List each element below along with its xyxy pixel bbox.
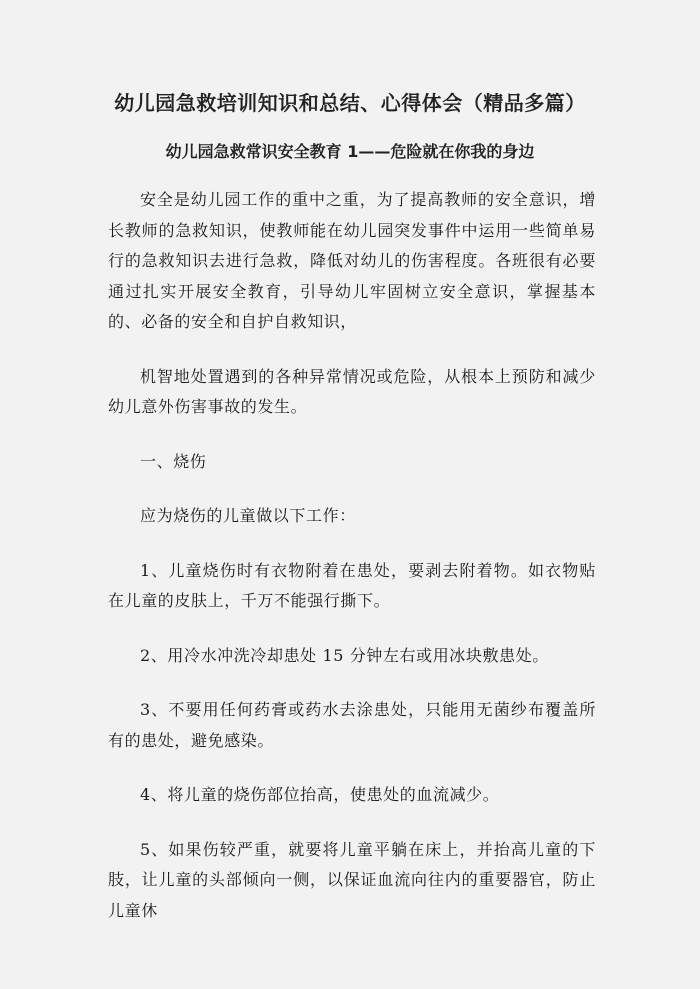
document-body (108, 185, 596, 950)
list-item-4: 4、将儿童的烧伤部位抬高，使患处的血流减少。 (140, 785, 500, 804)
paragraph-handling: 机智地处置遇到的各种异常情况或危险，从根本上预防和减少幼儿意外伤害事故的发生。 (108, 366, 596, 416)
paragraph-intro: 安全是幼儿园工作的重中之重，为了提高教师的安全意识，增长教师的急救知识，使教师能在幼儿园突发事件中运用一些简单易行的急救知识去进行急救，降低对幼儿的伤害程度。各班很有必要通过扎实开展安全教育，引导幼儿牢固树立安全意识，掌握基本的、必备的安全和自护自救知识， (108, 190, 596, 331)
document-subtitle: 幼儿园急救常识安全教育 1——危险就在你我的身边 (165, 142, 535, 161)
list-item-5: 5、如果伤较严重，就要将儿童平躺在床上，并抬高儿童的下肢，让儿童的头部倾向一侧，以保证血流向往内的重要器官，防止儿童休 (108, 839, 596, 920)
section-heading-burns: 一、烧伤 (140, 451, 207, 471)
paragraph-burns-intro: 应为烧伤的儿童做以下工作： (140, 506, 356, 525)
list-item-2: 2、用冷水冲洗冷却患处 15 分钟左右或用冰块敷患处。 (140, 645, 549, 665)
document-title: 幼儿园急救培训知识和总结、心得体会（精品多篇） (114, 91, 586, 115)
list-item-1: 1、儿童烧伤时有衣物附着在患处，要剥去附着物。如衣物贴在儿童的皮肤上，千万不能强行撕下。 (108, 560, 596, 610)
list-item-3: 3、不要用任何药膏或药水去涂患处，只能用无菌纱布覆盖所有的患处，避免感染。 (108, 700, 596, 750)
